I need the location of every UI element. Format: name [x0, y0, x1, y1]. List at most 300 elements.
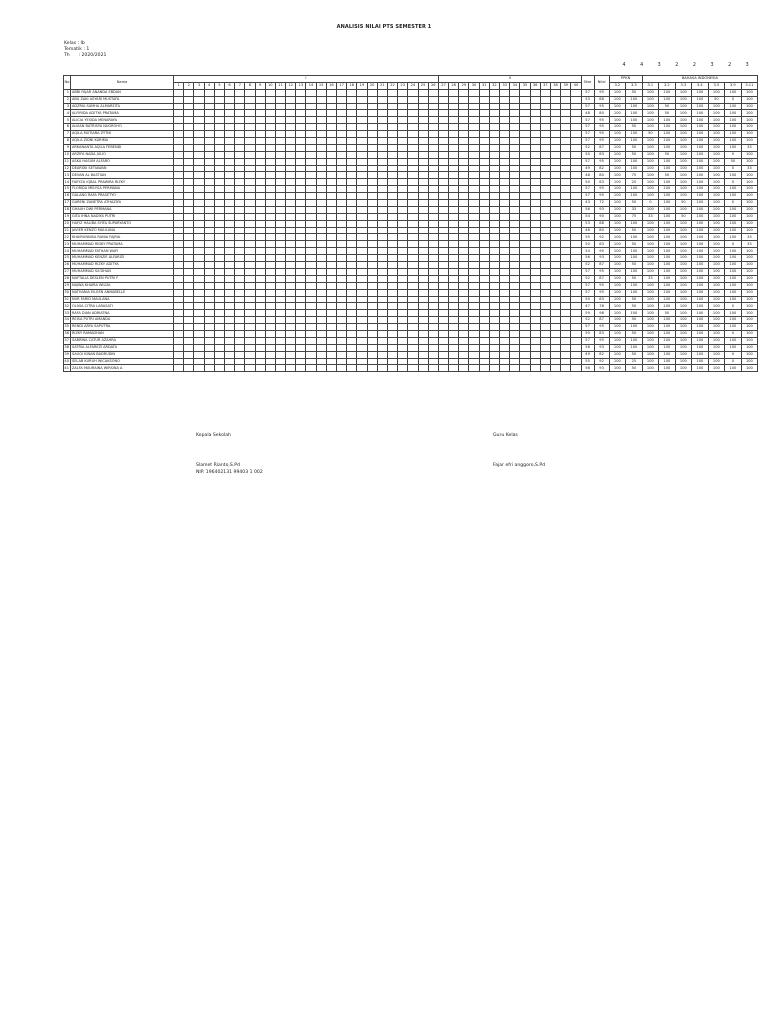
student-kd-score: 100: [692, 303, 709, 310]
item-score-cell: [184, 89, 194, 96]
item-score-cell: [224, 227, 234, 234]
item-score-cell: [387, 96, 397, 103]
item-score-cell: [174, 344, 184, 351]
student-kd-score: 100: [675, 310, 692, 317]
student-kd-score: 100: [609, 213, 626, 220]
item-score-cell: [286, 193, 296, 200]
item-score-cell: [174, 296, 184, 303]
item-score-cell: [326, 213, 336, 220]
item-score-cell: [214, 200, 224, 207]
student-kd-score: 100: [626, 138, 643, 145]
item-score-cell: [510, 310, 520, 317]
item-score-cell: [265, 179, 275, 186]
item-score-cell: [255, 172, 265, 179]
item-score-cell: [306, 206, 316, 213]
item-score-cell: [418, 172, 428, 179]
student-kd-score: 100: [675, 186, 692, 193]
student-kd-score: 100: [675, 255, 692, 262]
item-score-cell: [337, 234, 347, 241]
table-row: [64, 296, 758, 303]
item-score-cell: [530, 317, 540, 324]
student-kd-score: 0: [725, 151, 742, 158]
item-score-cell: [224, 310, 234, 317]
kd-weight-number: 3: [745, 63, 749, 68]
student-no: 39: [64, 351, 71, 358]
item-score-cell: [357, 179, 367, 186]
item-score-cell: [214, 220, 224, 227]
student-name: ABU ZAKI ASYARI MUSTAFA: [71, 96, 174, 103]
item-score-cell: [561, 96, 571, 103]
item-score-cell: [306, 193, 316, 200]
item-score-cell: [235, 358, 245, 365]
student-kd-score: 100: [725, 289, 742, 296]
student-skor: 55: [581, 358, 594, 365]
item-score-cell: [520, 220, 530, 227]
item-score-cell: [296, 337, 306, 344]
item-score-cell: [255, 206, 265, 213]
item-score-cell: [469, 330, 479, 337]
student-kd-score: 100: [741, 158, 758, 165]
student-nilai: 95: [594, 124, 609, 131]
item-score-cell: [449, 200, 459, 207]
item-score-cell: [428, 330, 438, 337]
item-score-cell: [469, 317, 479, 324]
item-score-cell: [540, 289, 550, 296]
item-score-cell: [540, 144, 550, 151]
item-score-cell: [286, 206, 296, 213]
student-skor: 52: [581, 262, 594, 269]
student-nilai: 92: [594, 358, 609, 365]
item-score-cell: [337, 131, 347, 138]
item-score-cell: [235, 268, 245, 275]
item-score-cell: [550, 227, 560, 234]
item-score-cell: [520, 324, 530, 331]
item-score-cell: [367, 158, 377, 165]
item-score-cell: [398, 158, 408, 165]
item-score-cell: [418, 310, 428, 317]
item-score-cell: [347, 268, 357, 275]
item-score-cell: [530, 289, 540, 296]
item-number-header: 19: [357, 82, 367, 89]
item-score-cell: [540, 213, 550, 220]
item-score-cell: [194, 151, 204, 158]
item-score-cell: [438, 89, 448, 96]
item-score-cell: [398, 275, 408, 282]
item-score-cell: [469, 89, 479, 96]
item-score-cell: [296, 200, 306, 207]
item-score-cell: [469, 275, 479, 282]
item-score-cell: [224, 255, 234, 262]
student-kd-score: 100: [659, 193, 676, 200]
item-score-cell: [489, 248, 499, 255]
item-score-cell: [204, 255, 214, 262]
item-score-cell: [500, 131, 510, 138]
item-score-cell: [275, 262, 285, 269]
item-score-cell: [286, 282, 296, 289]
score-table: [63, 75, 758, 372]
item-score-cell: [561, 220, 571, 227]
item-score-cell: [235, 220, 245, 227]
item-score-cell: [204, 310, 214, 317]
item-score-cell: [184, 151, 194, 158]
item-score-cell: [510, 351, 520, 358]
item-score-cell: [235, 241, 245, 248]
item-score-cell: [408, 172, 418, 179]
item-score-cell: [489, 262, 499, 269]
student-kd-score: 100: [675, 131, 692, 138]
item-score-cell: [347, 186, 357, 193]
student-name: MUHAMMAD FATHAN WAFI: [71, 248, 174, 255]
item-score-cell: [387, 131, 397, 138]
item-score-cell: [438, 255, 448, 262]
item-number-header: 34: [510, 82, 520, 89]
student-kd-score: 100: [626, 255, 643, 262]
student-kd-score: 100: [675, 337, 692, 344]
student-kd-score: 100: [675, 234, 692, 241]
item-score-cell: [245, 317, 255, 324]
item-score-cell: [306, 275, 316, 282]
student-no: 24: [64, 248, 71, 255]
item-score-cell: [347, 158, 357, 165]
item-score-cell: [377, 213, 387, 220]
item-score-cell: [326, 248, 336, 255]
item-score-cell: [377, 172, 387, 179]
item-score-cell: [540, 310, 550, 317]
item-score-cell: [479, 138, 489, 145]
item-score-cell: [438, 206, 448, 213]
student-kd-score: 100: [609, 172, 626, 179]
student-kd-score: 100: [725, 234, 742, 241]
header-skor: Skor: [581, 76, 594, 90]
student-kd-score: 100: [675, 282, 692, 289]
item-score-cell: [194, 144, 204, 151]
principal-title: Kepala Sekolah: [196, 433, 231, 438]
item-score-cell: [174, 289, 184, 296]
item-score-cell: [398, 200, 408, 207]
item-score-cell: [224, 365, 234, 372]
item-score-cell: [489, 110, 499, 117]
item-score-cell: [347, 193, 357, 200]
student-name: RAFA DIAN ADRIATNA: [71, 310, 174, 317]
student-skor: 48: [581, 227, 594, 234]
student-kd-score: 0: [725, 241, 742, 248]
student-kd-score: 100: [675, 351, 692, 358]
principal-signature: [196, 463, 263, 476]
item-score-cell: [347, 317, 357, 324]
item-score-cell: [275, 110, 285, 117]
item-score-cell: [520, 337, 530, 344]
item-score-cell: [550, 324, 560, 331]
student-kd-score: 100: [725, 213, 742, 220]
item-score-cell: [438, 200, 448, 207]
item-score-cell: [286, 358, 296, 365]
item-score-cell: [286, 330, 296, 337]
item-score-cell: [469, 310, 479, 317]
item-score-cell: [398, 310, 408, 317]
item-score-cell: [174, 317, 184, 324]
item-score-cell: [367, 317, 377, 324]
item-score-cell: [306, 227, 316, 234]
item-score-cell: [540, 110, 550, 117]
item-score-cell: [194, 179, 204, 186]
item-score-cell: [306, 151, 316, 158]
item-score-cell: [571, 234, 581, 241]
item-score-cell: [286, 289, 296, 296]
student-kd-score: 100: [692, 234, 709, 241]
item-score-cell: [571, 310, 581, 317]
student-kd-score: 100: [692, 200, 709, 207]
item-score-cell: [479, 96, 489, 103]
item-number-header: 16: [326, 82, 336, 89]
item-score-cell: [204, 268, 214, 275]
item-score-cell: [337, 248, 347, 255]
item-score-cell: [500, 165, 510, 172]
student-kd-score: 100: [659, 289, 676, 296]
item-score-cell: [540, 124, 550, 131]
item-score-cell: [418, 289, 428, 296]
item-score-cell: [316, 158, 326, 165]
item-score-cell: [459, 330, 469, 337]
item-score-cell: [438, 234, 448, 241]
item-score-cell: [296, 89, 306, 96]
item-score-cell: [224, 289, 234, 296]
student-kd-score: 100: [659, 365, 676, 372]
table-row: [64, 344, 758, 351]
item-score-cell: [265, 213, 275, 220]
item-score-cell: [571, 317, 581, 324]
student-kd-score: 100: [642, 337, 659, 344]
student-nilai: 83: [594, 151, 609, 158]
table-row: [64, 310, 758, 317]
item-score-cell: [520, 172, 530, 179]
item-score-cell: [367, 172, 377, 179]
item-score-cell: [275, 282, 285, 289]
item-score-cell: [224, 151, 234, 158]
item-score-cell: [326, 165, 336, 172]
item-score-cell: [235, 206, 245, 213]
item-score-cell: [255, 324, 265, 331]
item-score-cell: [194, 255, 204, 262]
item-score-cell: [438, 317, 448, 324]
item-score-cell: [500, 117, 510, 124]
item-score-cell: [326, 282, 336, 289]
item-score-cell: [500, 344, 510, 351]
item-score-cell: [235, 124, 245, 131]
item-score-cell: [479, 89, 489, 96]
item-score-cell: [469, 144, 479, 151]
item-score-cell: [275, 151, 285, 158]
item-score-cell: [438, 227, 448, 234]
item-score-cell: [316, 220, 326, 227]
student-kd-score: 100: [609, 268, 626, 275]
item-score-cell: [326, 296, 336, 303]
item-score-cell: [184, 255, 194, 262]
item-score-cell: [255, 234, 265, 241]
item-score-cell: [204, 241, 214, 248]
student-nilai: 82: [594, 165, 609, 172]
item-score-cell: [428, 117, 438, 124]
item-score-cell: [347, 206, 357, 213]
student-kd-score: 100: [642, 193, 659, 200]
item-number-header: 17: [337, 82, 347, 89]
item-score-cell: [286, 317, 296, 324]
student-kd-score: 100: [675, 89, 692, 96]
item-score-cell: [469, 151, 479, 158]
item-score-cell: [520, 200, 530, 207]
student-skor: 57: [581, 186, 594, 193]
student-kd-score: 100: [692, 138, 709, 145]
item-score-cell: [469, 200, 479, 207]
student-no: 16: [64, 193, 71, 200]
student-kd-score: 33: [642, 275, 659, 282]
item-score-cell: [418, 117, 428, 124]
item-score-cell: [286, 268, 296, 275]
student-kd-score: 100: [741, 227, 758, 234]
student-kd-score: 100: [692, 213, 709, 220]
student-name: MUHAMMAD KENZIE ALFARIZI: [71, 255, 174, 262]
item-score-cell: [408, 337, 418, 344]
item-score-cell: [235, 110, 245, 117]
item-score-cell: [245, 303, 255, 310]
item-score-cell: [306, 324, 316, 331]
item-score-cell: [438, 344, 448, 351]
item-score-cell: [184, 138, 194, 145]
student-kd-score: 100: [741, 337, 758, 344]
student-skor: 57: [581, 282, 594, 289]
item-score-cell: [438, 248, 448, 255]
item-score-cell: [489, 158, 499, 165]
item-score-cell: [561, 131, 571, 138]
student-kd-score: 0: [725, 358, 742, 365]
item-score-cell: [214, 206, 224, 213]
item-score-cell: [245, 365, 255, 372]
item-score-cell: [194, 103, 204, 110]
item-score-cell: [337, 227, 347, 234]
item-score-cell: [377, 96, 387, 103]
item-score-cell: [540, 200, 550, 207]
item-score-cell: [326, 206, 336, 213]
item-score-cell: [357, 172, 367, 179]
item-score-cell: [510, 358, 520, 365]
student-kd-score: 100: [609, 193, 626, 200]
student-no: 23: [64, 241, 71, 248]
student-kd-score: 100: [675, 248, 692, 255]
student-nilai: 83: [594, 296, 609, 303]
item-score-cell: [184, 131, 194, 138]
item-score-cell: [418, 255, 428, 262]
item-score-cell: [204, 358, 214, 365]
item-score-cell: [326, 241, 336, 248]
student-kd-score: 100: [659, 241, 676, 248]
item-score-cell: [184, 344, 194, 351]
item-score-cell: [510, 337, 520, 344]
student-kd-score: 100: [692, 165, 709, 172]
item-score-cell: [367, 124, 377, 131]
student-kd-score: 100: [725, 337, 742, 344]
item-score-cell: [540, 268, 550, 275]
item-score-cell: [367, 110, 377, 117]
item-score-cell: [296, 138, 306, 145]
student-kd-score: 100: [692, 262, 709, 269]
item-score-cell: [571, 241, 581, 248]
item-score-cell: [398, 324, 408, 331]
student-name: SATRIA ALFAREZI ARDATA: [71, 344, 174, 351]
student-kd-score: 100: [708, 200, 725, 207]
item-score-cell: [520, 365, 530, 372]
item-score-cell: [337, 179, 347, 186]
item-score-cell: [357, 324, 367, 331]
student-nilai: 80: [594, 227, 609, 234]
item-score-cell: [459, 262, 469, 269]
kd-weight-number: 3: [657, 63, 661, 68]
item-score-cell: [296, 96, 306, 103]
item-score-cell: [235, 193, 245, 200]
student-kd-score: 100: [659, 213, 676, 220]
item-score-cell: [561, 144, 571, 151]
item-score-cell: [296, 186, 306, 193]
item-score-cell: [520, 317, 530, 324]
item-score-cell: [306, 255, 316, 262]
item-score-cell: [255, 89, 265, 96]
item-score-cell: [214, 289, 224, 296]
student-no: 9: [64, 144, 71, 151]
item-score-cell: [387, 255, 397, 262]
table-row: [64, 110, 758, 117]
student-kd-score: 100: [708, 124, 725, 131]
item-score-cell: [204, 117, 214, 124]
item-score-cell: [214, 227, 224, 234]
kd-code-header: 3.5: [708, 82, 725, 89]
item-score-cell: [510, 365, 520, 372]
item-score-cell: [224, 138, 234, 145]
item-score-cell: [571, 96, 581, 103]
item-score-cell: [561, 158, 571, 165]
item-score-cell: [347, 303, 357, 310]
student-kd-score: 100: [741, 206, 758, 213]
item-score-cell: [571, 138, 581, 145]
year-label: Th : 2020/2021: [64, 53, 107, 59]
student-kd-score: 100: [708, 186, 725, 193]
item-score-cell: [489, 351, 499, 358]
item-score-cell: [224, 117, 234, 124]
item-score-cell: [337, 324, 347, 331]
table-row: [64, 227, 758, 234]
student-kd-score: 100: [659, 344, 676, 351]
item-score-cell: [428, 262, 438, 269]
item-score-cell: [337, 220, 347, 227]
student-skor: 57: [581, 289, 594, 296]
item-score-cell: [530, 144, 540, 151]
table-row: [64, 138, 758, 145]
item-score-cell: [184, 324, 194, 331]
student-kd-score: 50: [675, 200, 692, 207]
student-no: 30: [64, 289, 71, 296]
item-score-cell: [469, 131, 479, 138]
item-score-cell: [377, 351, 387, 358]
item-score-cell: [357, 351, 367, 358]
item-score-cell: [286, 296, 296, 303]
item-score-cell: [184, 275, 194, 282]
item-score-cell: [194, 351, 204, 358]
item-score-cell: [214, 138, 224, 145]
student-kd-score: 100: [609, 220, 626, 227]
item-score-cell: [540, 206, 550, 213]
item-score-cell: [550, 303, 560, 310]
item-score-cell: [357, 193, 367, 200]
item-score-cell: [571, 193, 581, 200]
item-score-cell: [337, 96, 347, 103]
item-score-cell: [387, 296, 397, 303]
